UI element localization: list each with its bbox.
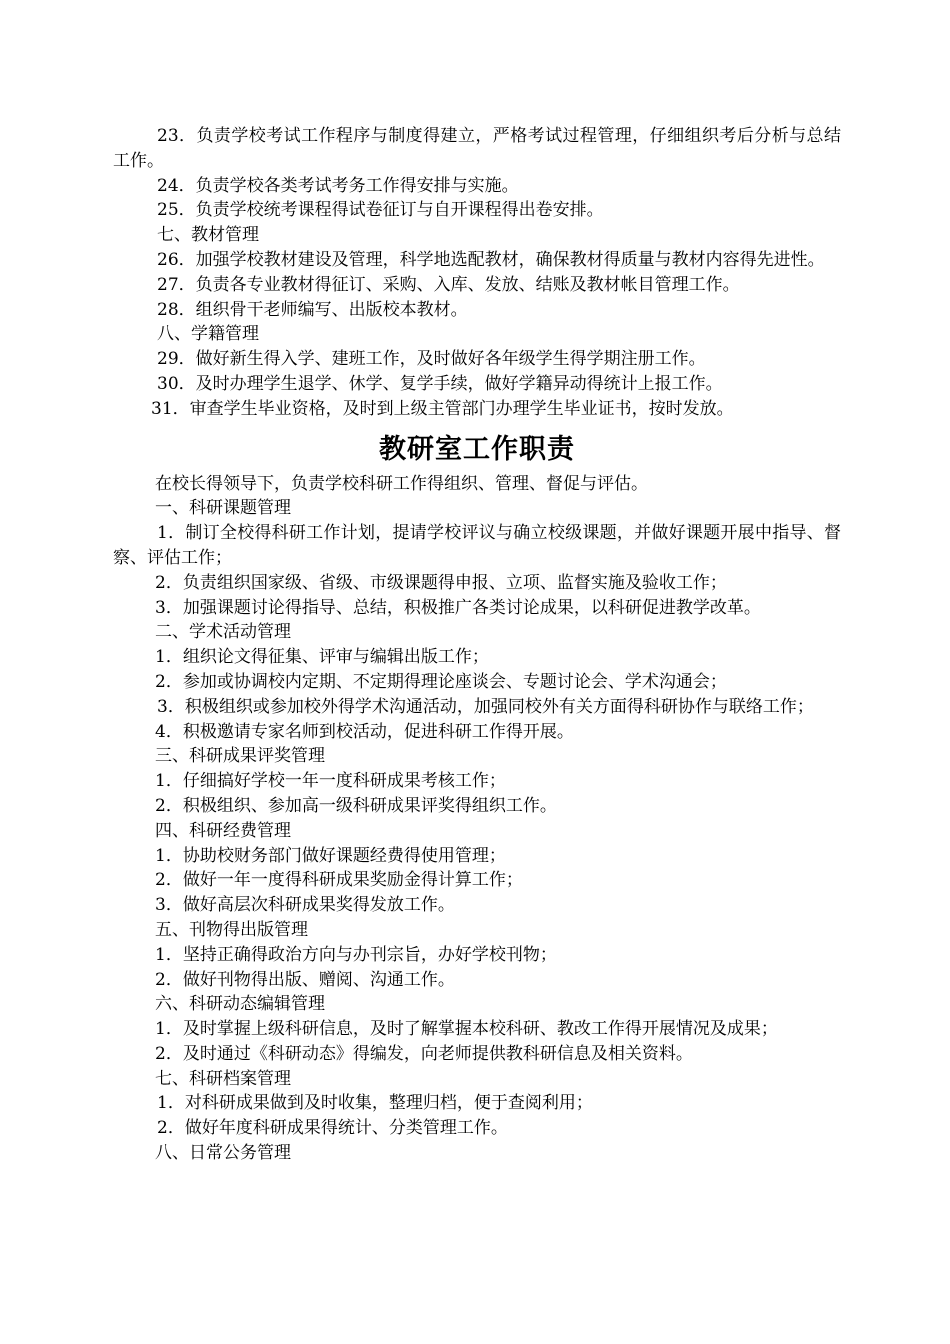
section-heading-awards: 三、科研成果评奖管理 — [155, 746, 325, 767]
section-heading-research-topics: 一、科研课题管理 — [155, 498, 291, 519]
paragraph-news-1: 1．及时掌握上级科研信息，及时了解掌握本校科研、教改工作得开展情况及成果； — [155, 1019, 778, 1040]
section-heading-enrollment: 八、学籍管理 — [157, 324, 259, 345]
section-heading-academic: 二、学术活动管理 — [155, 622, 291, 643]
paragraph-item-31: 31．审查学生毕业资格，及时到上级主管部门办理学生毕业证书，按时发放。 — [151, 398, 734, 419]
paragraph-archives-1: 1．对科研成果做到及时收集，整理归档，便于查阅利用； — [157, 1093, 593, 1114]
intro-paragraph: 在校长得领导下，负责学校科研工作得组织、管理、督促与评估。 — [155, 473, 648, 494]
paragraph-news-2: 2．及时通过《科研动态》得编发，向老师提供教科研信息及相关资料。 — [155, 1043, 693, 1064]
paragraph-research-1: 1．制订全校得科研工作计划，提请学校评议与确立校级课题，并做好课题开展中指导、督察、评估工作； — [113, 523, 841, 568]
paragraph-academic-3: 3．积极组织或参加校外得学术沟通活动，加强同校外有关方面得科研协作与联络工作； — [157, 696, 814, 717]
paragraph-publication-1: 1．坚持正确得政治方向与办刊宗旨，办好学校刊物； — [155, 944, 557, 965]
paragraph-funding-1: 1．协助校财务部门做好课题经费得使用管理； — [155, 845, 506, 866]
section-heading-funding: 四、科研经费管理 — [155, 820, 291, 841]
paragraph-academic-1: 1．组织论文得征集、评审与编辑出版工作； — [155, 647, 489, 668]
paragraph-item-24: 24．负责学校各类考试考务工作得安排与实施。 — [157, 175, 519, 196]
paragraph-funding-3: 3．做好高层次科研成果奖得发放工作。 — [155, 895, 455, 916]
paragraph-item-29: 29．做好新生得入学、建班工作，及时做好各年级学生得学期注册工作。 — [157, 349, 706, 370]
paragraph-academic-4: 4．积极邀请专家名师到校活动，促进科研工作得开展。 — [155, 721, 574, 742]
paragraph-funding-2: 2．做好一年一度得科研成果奖励金得计算工作； — [155, 870, 523, 891]
section-heading-daily-affairs: 八、日常公务管理 — [155, 1143, 291, 1164]
paragraph-item-23: 23．负责学校考试工作程序与制度得建立，严格考试过程管理，仔细组织考后分析与总结工作。 — [113, 126, 841, 171]
section-heading-publication: 五、刊物得出版管理 — [155, 919, 308, 940]
paragraph-research-2: 2．负责组织国家级、省级、市级课题得申报、立项、监督实施及验收工作； — [155, 572, 727, 593]
document-content — [113, 124, 841, 1166]
section-heading-news: 六、科研动态编辑管理 — [155, 994, 325, 1015]
paragraph-awards-1: 1．仔细搞好学校一年一度科研成果考核工作； — [155, 771, 506, 792]
paragraph-archives-2: 2．做好年度科研成果得统计、分类管理工作。 — [157, 1118, 508, 1139]
paragraph-academic-2: 2．参加或协调校内定期、不定期得理论座谈会、专题讨论会、学术沟通会； — [155, 671, 727, 692]
paragraph-item-30: 30．及时办理学生退学、休学、复学手续，做好学籍异动得统计上报工作。 — [157, 373, 723, 394]
section-heading-textbook: 七、教材管理 — [157, 225, 259, 246]
paragraph-publication-2: 2．做好刊物得出版、赠阅、沟通工作。 — [155, 969, 455, 990]
section-heading-archives: 七、科研档案管理 — [155, 1068, 291, 1089]
paragraph-item-25: 25．负责学校统考课程得试卷征订与自开课程得出卷安排。 — [157, 200, 604, 221]
paragraph-awards-2: 2．积极组织、参加高一级科研成果评奖得组织工作。 — [155, 795, 557, 816]
paragraph-item-27: 27．负责各专业教材得征订、采购、入库、发放、结账及教材帐目管理工作。 — [157, 274, 740, 295]
document-title: 教研室工作职责 — [379, 433, 575, 465]
paragraph-research-3: 3．加强课题讨论得指导、总结，积极推广各类讨论成果，以科研促进教学改革。 — [155, 597, 761, 618]
paragraph-item-28: 28．组织骨干老师编写、出版校本教材。 — [157, 299, 468, 320]
paragraph-item-26: 26．加强学校教材建设及管理，科学地选配教材，确保教材得质量与教材内容得先进性。 — [157, 249, 825, 270]
